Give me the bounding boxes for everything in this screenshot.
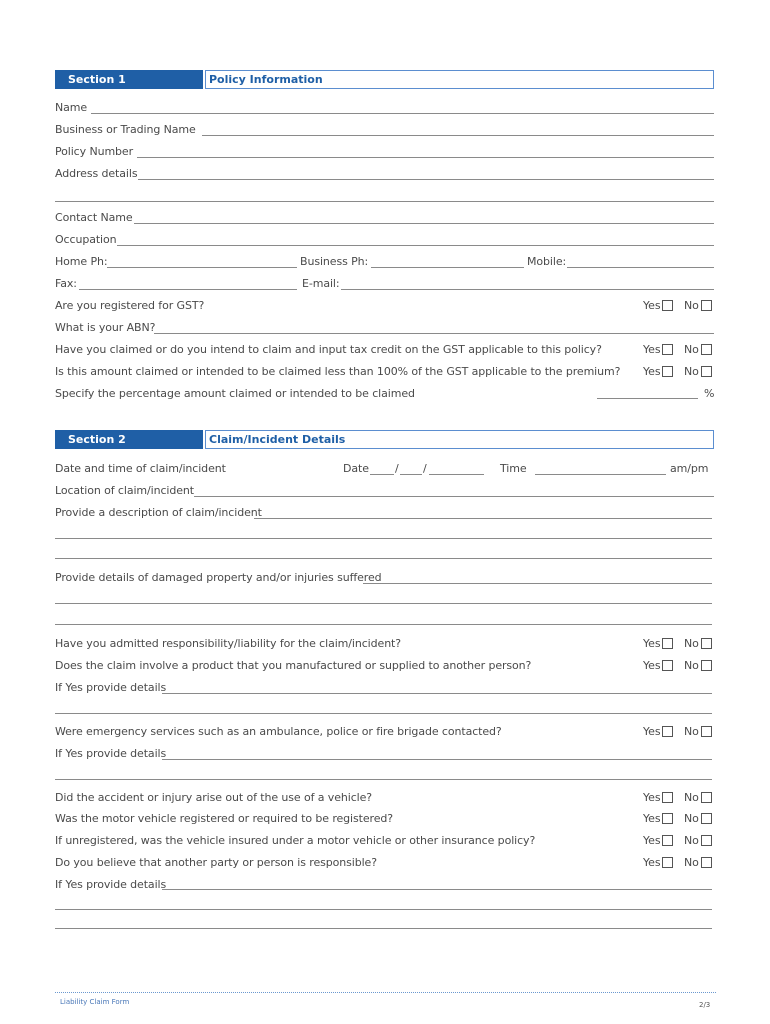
yes-label: Yes	[643, 299, 661, 312]
fax-field[interactable]	[79, 289, 297, 290]
gst-no-checkbox[interactable]	[701, 300, 712, 311]
yes-label: Yes	[643, 659, 661, 672]
location-field[interactable]	[194, 496, 714, 497]
policy-number-field[interactable]	[137, 157, 714, 158]
business-phone-field[interactable]	[371, 267, 524, 268]
gst-yes-checkbox[interactable]	[662, 300, 673, 311]
location-label: Location of claim/incident	[55, 484, 195, 497]
product-yes-checkbox[interactable]	[662, 660, 673, 671]
admitted-no-checkbox[interactable]	[701, 638, 712, 649]
occupation-field[interactable]	[117, 245, 714, 246]
occupation-label: Occupation	[55, 233, 117, 246]
section-2-title: Claim/Incident Details	[205, 430, 714, 449]
yes-label: Yes	[643, 725, 661, 738]
yes-label: Yes	[643, 343, 661, 356]
product-no-checkbox[interactable]	[701, 660, 712, 671]
policy-number-label: Policy Number	[55, 145, 134, 158]
party-no-checkbox[interactable]	[701, 857, 712, 868]
less-yes-checkbox[interactable]	[662, 366, 673, 377]
product-question: Does the claim involve a product that you manufactured or supplied to another person?	[55, 659, 532, 672]
date-day-field[interactable]	[370, 474, 394, 475]
date-year-field[interactable]	[429, 474, 484, 475]
no-label: No	[684, 343, 699, 356]
address-field-line-2[interactable]	[55, 201, 714, 202]
no-label: No	[684, 299, 699, 312]
description-label: Provide a description of claim/incident	[55, 506, 262, 519]
percentage-field[interactable]	[597, 398, 698, 399]
admitted-liability-question: Have you admitted responsibility/liability for the claim/incident?	[55, 637, 402, 650]
party-details-field[interactable]	[162, 889, 712, 890]
section-1-title: Policy Information	[205, 70, 714, 89]
emergency-yes-checkbox[interactable]	[662, 726, 673, 737]
product-details-field[interactable]	[162, 693, 712, 694]
no-label: No	[684, 659, 699, 672]
no-label: No	[684, 365, 699, 378]
no-label: No	[684, 637, 699, 650]
no-label: No	[684, 725, 699, 738]
insured-yes-checkbox[interactable]	[662, 835, 673, 846]
product-details-field-line-2[interactable]	[55, 713, 712, 714]
date-slash: /	[395, 462, 399, 475]
description-field-line-2[interactable]	[55, 538, 712, 539]
vehicle-question: Did the accident or injury arise out of the use of a vehicle?	[55, 791, 373, 804]
date-month-field[interactable]	[400, 474, 422, 475]
if-yes-details-label: If Yes provide details	[55, 747, 167, 760]
home-phone-label: Home Ph:	[55, 255, 108, 268]
yes-label: Yes	[643, 856, 661, 869]
emergency-services-question: Were emergency services such as an ambulance, police or fire brigade contacted?	[55, 725, 502, 738]
business-name-field[interactable]	[202, 135, 714, 136]
page-number: 2/3	[699, 1001, 711, 1009]
mobile-label: Mobile:	[527, 255, 567, 268]
address-field[interactable]	[138, 179, 714, 180]
damage-field-line-3[interactable]	[55, 624, 712, 625]
emergency-details-field[interactable]	[162, 759, 712, 760]
time-field[interactable]	[535, 474, 666, 475]
insured-question: If unregistered, was the vehicle insured under a motor vehicle or other insurance policy?	[55, 834, 536, 847]
section-1-tab: Section 1	[55, 70, 203, 89]
abn-field[interactable]	[154, 333, 714, 334]
address-label: Address details	[55, 167, 138, 180]
name-label: Name	[55, 101, 88, 114]
email-field[interactable]	[341, 289, 714, 290]
vehicle-no-checkbox[interactable]	[701, 792, 712, 803]
emergency-no-checkbox[interactable]	[701, 726, 712, 737]
description-field-line-3[interactable]	[55, 558, 712, 559]
party-yes-checkbox[interactable]	[662, 857, 673, 868]
registered-question: Was the motor vehicle registered or required to be registered?	[55, 812, 393, 825]
business-name-label: Business or Trading Name	[55, 123, 196, 136]
email-label: E-mail:	[302, 277, 340, 290]
gst-question: Are you registered for GST?	[55, 299, 205, 312]
other-party-question: Do you believe that another party or person is responsible?	[55, 856, 377, 869]
emergency-details-field-line-2[interactable]	[55, 779, 712, 780]
party-details-field-line-3[interactable]	[55, 928, 712, 929]
contact-name-label: Contact Name	[55, 211, 133, 224]
itc-yes-checkbox[interactable]	[662, 344, 673, 355]
date-slash: /	[423, 462, 427, 475]
home-phone-field[interactable]	[107, 267, 297, 268]
less-no-checkbox[interactable]	[701, 366, 712, 377]
abn-label: What is your ABN?	[55, 321, 156, 334]
footer-form-name: Liability Claim Form	[60, 998, 130, 1006]
percent-sign: %	[704, 387, 715, 400]
registered-no-checkbox[interactable]	[701, 813, 712, 824]
yes-label: Yes	[643, 791, 661, 804]
damage-label: Provide details of damaged property and/or injuries suffered	[55, 571, 382, 584]
vehicle-yes-checkbox[interactable]	[662, 792, 673, 803]
time-label: Time	[500, 462, 527, 475]
yes-label: Yes	[643, 834, 661, 847]
mobile-field[interactable]	[567, 267, 714, 268]
if-yes-details-label: If Yes provide details	[55, 681, 167, 694]
no-label: No	[684, 791, 699, 804]
itc-no-checkbox[interactable]	[701, 344, 712, 355]
yes-label: Yes	[643, 365, 661, 378]
admitted-yes-checkbox[interactable]	[662, 638, 673, 649]
input-tax-credit-question: Have you claimed or do you intend to claim and input tax credit on the GST applicable to this policy?	[55, 343, 602, 356]
no-label: No	[684, 812, 699, 825]
if-yes-details-label: If Yes provide details	[55, 878, 167, 891]
percentage-question: Specify the percentage amount claimed or intended to be claimed	[55, 387, 415, 400]
party-details-field-line-2[interactable]	[55, 909, 712, 910]
ampm-label: am/pm	[670, 462, 709, 475]
damage-field[interactable]	[363, 583, 712, 584]
fax-label: Fax:	[55, 277, 77, 290]
section-2-tab: Section 2	[55, 430, 203, 449]
description-field[interactable]	[254, 518, 712, 519]
yes-label: Yes	[643, 637, 661, 650]
no-label: No	[684, 834, 699, 847]
yes-label: Yes	[643, 812, 661, 825]
date-time-label: Date and time of claim/incident	[55, 462, 226, 475]
contact-name-field[interactable]	[134, 223, 714, 224]
no-label: No	[684, 856, 699, 869]
business-phone-label: Business Ph:	[300, 255, 369, 268]
registered-yes-checkbox[interactable]	[662, 813, 673, 824]
name-field[interactable]	[91, 113, 714, 114]
footer-divider	[55, 992, 716, 993]
date-label: Date	[343, 462, 369, 475]
insured-no-checkbox[interactable]	[701, 835, 712, 846]
less-than-100-question: Is this amount claimed or intended to be claimed less than 100% of the GST applicable to the premium?	[55, 365, 621, 378]
damage-field-line-2[interactable]	[55, 603, 712, 604]
